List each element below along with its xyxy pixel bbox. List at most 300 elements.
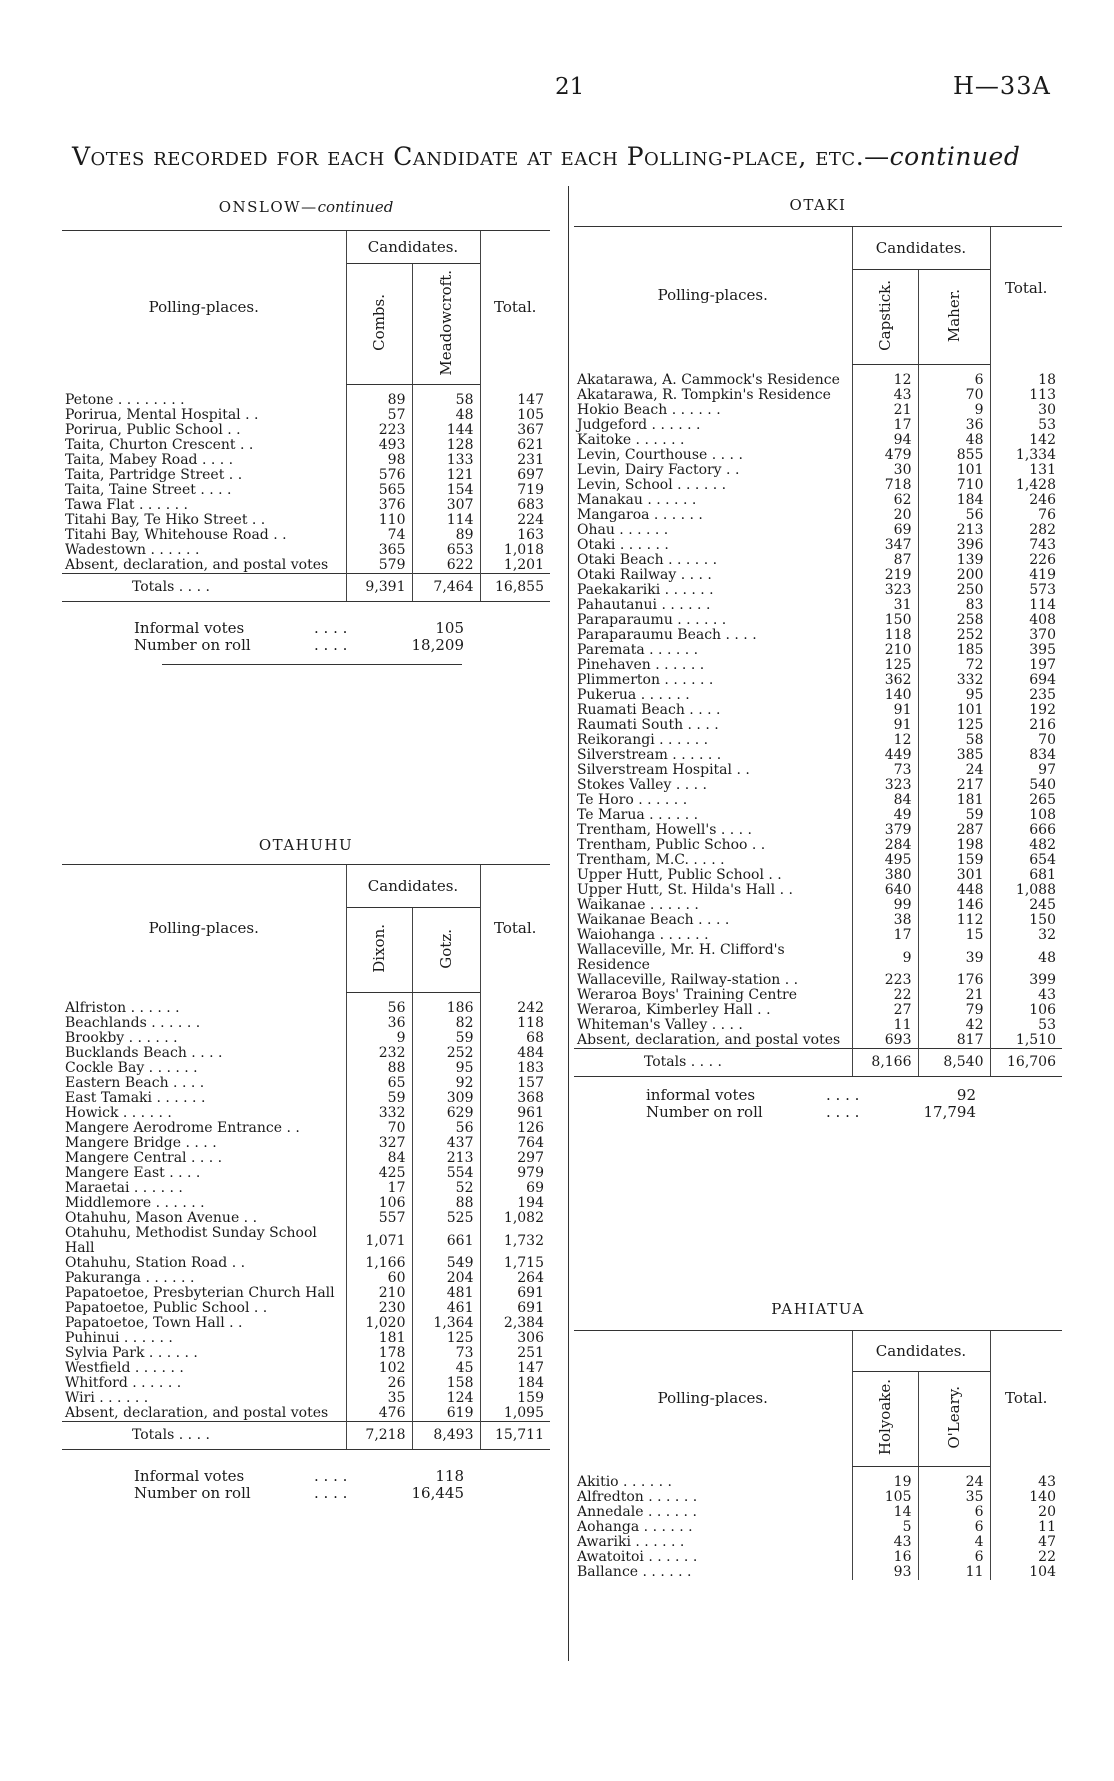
votes-candidate-1: 27 — [852, 1003, 918, 1018]
votes-candidate-1: 106 — [346, 1196, 412, 1211]
table-row — [574, 733, 1062, 748]
votes-total: 68 — [480, 1031, 550, 1046]
informal-label: Informal votes — [134, 1467, 245, 1485]
votes-candidate-2: 128 — [412, 438, 480, 453]
votes-candidate-1: 379 — [852, 823, 918, 838]
table-row — [574, 703, 1062, 718]
votes-candidate-2: 176 — [918, 973, 990, 988]
votes-total: 108 — [990, 808, 1062, 823]
votes-candidate-2: 95 — [412, 1061, 480, 1076]
table-row — [62, 1301, 550, 1316]
table-row — [574, 478, 1062, 493]
polling-place: Cockle Bay . . . . . . — [65, 1060, 198, 1076]
votes-total: 163 — [480, 528, 550, 543]
table-row — [574, 388, 1062, 403]
col-polling-places: Polling-places. — [574, 227, 852, 365]
votes-candidate-2: 159 — [918, 853, 990, 868]
table-row — [574, 688, 1062, 703]
votes-total: 484 — [480, 1046, 550, 1061]
table-row — [574, 418, 1062, 433]
roll-info — [62, 620, 550, 654]
votes-candidate-1: 16 — [852, 1550, 918, 1565]
polling-place: Raumati South . . . . — [577, 717, 719, 733]
table-row — [62, 1061, 550, 1076]
table-row — [574, 988, 1062, 1003]
votes-candidate-1: 73 — [852, 763, 918, 778]
table-row — [62, 1181, 550, 1196]
votes-candidate-1: 12 — [852, 373, 918, 388]
votes-candidate-2: 48 — [412, 408, 480, 423]
section-title: ONSLOW—continued — [218, 198, 394, 216]
table-row — [62, 1031, 550, 1046]
polling-place: Otaki . . . . . . — [577, 537, 669, 553]
table-row — [62, 1106, 550, 1121]
votes-candidate-2: 185 — [918, 643, 990, 658]
polling-place: Te Marua . . . . . . — [577, 807, 699, 823]
votes-total: 691 — [480, 1301, 550, 1316]
votes-candidate-1: 1,020 — [346, 1316, 412, 1331]
votes-total: 297 — [480, 1151, 550, 1166]
polling-place: Absent, declaration, and postal votes — [65, 557, 329, 573]
votes-candidate-2: 710 — [918, 478, 990, 493]
table-row — [62, 1391, 550, 1406]
votes-candidate-1: 88 — [346, 1061, 412, 1076]
polling-place: Taita, Partridge Street . . — [65, 467, 243, 483]
totals-row — [62, 574, 550, 602]
table-row — [574, 823, 1062, 838]
votes-total: 2,384 — [480, 1316, 550, 1331]
table-row — [574, 658, 1062, 673]
votes-candidate-1: 327 — [346, 1136, 412, 1151]
table-row — [574, 1520, 1062, 1535]
votes-candidate-1: 223 — [852, 973, 918, 988]
votes-candidate-2: 619 — [412, 1406, 480, 1422]
votes-total: 159 — [480, 1391, 550, 1406]
candidate-name: Capstick. — [875, 280, 894, 351]
table-row — [574, 1550, 1062, 1565]
votes-total: 43 — [990, 988, 1062, 1003]
table-row — [574, 448, 1062, 463]
roll-label: Number on roll — [134, 636, 251, 654]
votes-total: 18 — [990, 373, 1062, 388]
votes-total: 654 — [990, 853, 1062, 868]
table-row — [574, 538, 1062, 553]
votes-candidate-2: 629 — [412, 1106, 480, 1121]
votes-candidate-1: 102 — [346, 1361, 412, 1376]
polling-place: Levin, Dairy Factory . . — [577, 462, 740, 478]
votes-total: 114 — [990, 598, 1062, 613]
totals-row — [574, 1049, 1062, 1077]
votes-candidate-1: 219 — [852, 568, 918, 583]
votes-total: 246 — [990, 493, 1062, 508]
table-row — [574, 583, 1062, 598]
votes-candidate-2: 181 — [918, 793, 990, 808]
table-row — [574, 1018, 1062, 1033]
polling-place: Otahuhu, Mason Avenue . . — [65, 1210, 258, 1226]
votes-total: 184 — [480, 1376, 550, 1391]
votes-total: 43 — [990, 1475, 1062, 1490]
polling-place: Otahuhu, Station Road . . — [65, 1255, 246, 1271]
total-candidate-1: 9,391 — [346, 574, 412, 602]
votes-total: 131 — [990, 463, 1062, 478]
page-code: H—33A — [953, 72, 1051, 100]
polling-place: Pukerua . . . . . . — [577, 687, 690, 703]
votes-candidate-2: 39 — [918, 943, 990, 973]
polling-place: Ohau . . . . . . — [577, 522, 669, 538]
polling-place: Judgeford . . . . . . — [577, 417, 701, 433]
votes-total: 694 — [990, 673, 1062, 688]
polling-place: Wallaceville, Railway-station . . — [577, 972, 799, 988]
votes-candidate-2: 4 — [918, 1535, 990, 1550]
polling-place: Manakau . . . . . . — [577, 492, 697, 508]
table-row — [62, 1166, 550, 1181]
votes-total: 76 — [990, 508, 1062, 523]
votes-candidate-1: 26 — [346, 1376, 412, 1391]
candidate-name: Gotz. — [436, 928, 455, 969]
polling-place: East Tamaki . . . . . . — [65, 1090, 206, 1106]
votes-candidate-2: 42 — [918, 1018, 990, 1033]
informal-votes: 105 — [435, 619, 464, 637]
votes-candidate-2: 549 — [412, 1256, 480, 1271]
votes-candidate-2: 89 — [412, 528, 480, 543]
polling-place: Levin, Courthouse . . . . — [577, 447, 743, 463]
table-row — [574, 943, 1062, 973]
table-row — [62, 513, 550, 528]
votes-candidate-2: 332 — [918, 673, 990, 688]
votes-candidate-1: 284 — [852, 838, 918, 853]
votes-candidate-2: 198 — [918, 838, 990, 853]
table-row — [574, 793, 1062, 808]
polling-place: Tawa Flat . . . . . . — [65, 497, 188, 513]
votes-candidate-1: 1,071 — [346, 1226, 412, 1256]
votes-candidate-1: 87 — [852, 553, 918, 568]
table-row — [574, 1003, 1062, 1018]
votes-total: 979 — [480, 1166, 550, 1181]
col-total: Total. — [480, 231, 550, 385]
votes-candidate-1: 31 — [852, 598, 918, 613]
polling-place: Trentham, M.C. . . . . — [577, 852, 725, 868]
votes-total: 1,732 — [480, 1226, 550, 1256]
table-row — [62, 1376, 550, 1391]
votes-candidate-1: 69 — [852, 523, 918, 538]
votes-candidate-2: 217 — [918, 778, 990, 793]
votes-total: 1,428 — [990, 478, 1062, 493]
table-row — [574, 748, 1062, 763]
table-row — [62, 393, 550, 408]
votes-total: 621 — [480, 438, 550, 453]
votes-candidate-1: 17 — [852, 928, 918, 943]
votes-total: 30 — [990, 403, 1062, 418]
total-candidate-1: 7,218 — [346, 1422, 412, 1450]
totals-label: Totals . . . . — [62, 1422, 346, 1450]
polling-place: Aohanga . . . . . . — [577, 1519, 693, 1535]
col-total: Total. — [990, 1331, 1062, 1467]
votes-total: 370 — [990, 628, 1062, 643]
votes-total: 1,095 — [480, 1406, 550, 1422]
section-title: OTAKI — [789, 196, 847, 214]
votes-total: 251 — [480, 1346, 550, 1361]
votes-total: 22 — [990, 1550, 1062, 1565]
table-row — [574, 523, 1062, 538]
votes-table — [62, 230, 550, 602]
votes-total: 368 — [480, 1091, 550, 1106]
votes-candidate-2: 95 — [918, 688, 990, 703]
table-row — [62, 1196, 550, 1211]
table-row — [574, 598, 1062, 613]
table-row — [62, 1361, 550, 1376]
votes-candidate-1: 347 — [852, 538, 918, 553]
votes-candidate-2: 213 — [918, 523, 990, 538]
table-row — [62, 558, 550, 574]
total-candidate-2: 8,493 — [412, 1422, 480, 1450]
table-row — [574, 1033, 1062, 1049]
polling-place: Akatarawa, R. Tompkin's Residence — [577, 387, 831, 403]
votes-candidate-2: 114 — [412, 513, 480, 528]
votes-table — [574, 1330, 1062, 1580]
candidate-name: Holyoake. — [875, 1379, 894, 1456]
votes-candidate-2: 184 — [918, 493, 990, 508]
dots: . . . . — [826, 1103, 860, 1121]
votes-candidate-2: 121 — [412, 468, 480, 483]
votes-candidate-1: 230 — [346, 1301, 412, 1316]
votes-candidate-2: 56 — [412, 1121, 480, 1136]
table-row — [574, 433, 1062, 448]
votes-total: 104 — [990, 1565, 1062, 1580]
polling-place: Waiohanga . . . . . . — [577, 927, 709, 943]
votes-candidate-1: 150 — [852, 613, 918, 628]
votes-candidate-2: 661 — [412, 1226, 480, 1256]
polling-place: Akatarawa, A. Cammock's Residence — [577, 372, 840, 388]
votes-candidate-2: 158 — [412, 1376, 480, 1391]
votes-total: 70 — [990, 733, 1062, 748]
polling-place: Petone . . . . . . . . — [65, 392, 185, 408]
dots: . . . . — [314, 1484, 348, 1502]
polling-place: Otaki Railway . . . . — [577, 567, 712, 583]
votes-candidate-1: 110 — [346, 513, 412, 528]
votes-total: 245 — [990, 898, 1062, 913]
votes-candidate-2: 448 — [918, 883, 990, 898]
polling-place: Alfredton . . . . . . — [577, 1489, 698, 1505]
votes-candidate-1: 365 — [346, 543, 412, 558]
votes-candidate-1: 14 — [852, 1505, 918, 1520]
dots: . . . . — [314, 619, 348, 637]
polling-place: Papatoetoe, Presbyterian Church Hall — [65, 1285, 335, 1301]
votes-candidate-1: 493 — [346, 438, 412, 453]
votes-candidate-2: 437 — [412, 1136, 480, 1151]
votes-candidate-2: 6 — [918, 373, 990, 388]
votes-candidate-1: 99 — [852, 898, 918, 913]
votes-candidate-2: 653 — [412, 543, 480, 558]
polling-place: Ruamati Beach . . . . — [577, 702, 721, 718]
polling-place: Pinehaven . . . . . . — [577, 657, 705, 673]
votes-total: 282 — [990, 523, 1062, 538]
votes-total: 235 — [990, 688, 1062, 703]
polling-place: Paraparaumu . . . . . . — [577, 612, 727, 628]
votes-candidate-2: 252 — [918, 628, 990, 643]
votes-candidate-2: 125 — [918, 718, 990, 733]
polling-place: Te Horo . . . . . . — [577, 792, 688, 808]
votes-candidate-2: 124 — [412, 1391, 480, 1406]
votes-total: 540 — [990, 778, 1062, 793]
section-pahiatua — [574, 1300, 1062, 1580]
votes-total: 242 — [480, 1001, 550, 1016]
table-row — [62, 1316, 550, 1331]
votes-candidate-2: 82 — [412, 1016, 480, 1031]
votes-total: 69 — [480, 1181, 550, 1196]
table-row — [62, 1001, 550, 1016]
votes-candidate-1: 640 — [852, 883, 918, 898]
votes-total: 834 — [990, 748, 1062, 763]
votes-total: 226 — [990, 553, 1062, 568]
section-title: PAHIATUA — [771, 1300, 865, 1318]
votes-total: 1,082 — [480, 1211, 550, 1226]
votes-candidate-1: 89 — [346, 393, 412, 408]
votes-candidate-2: 125 — [412, 1331, 480, 1346]
polling-place: Ballance . . . . . . — [577, 1564, 692, 1580]
votes-total: 306 — [480, 1331, 550, 1346]
page-title: Votes recorded for each Candidate at each Polling-place, etc.—continued — [72, 142, 1021, 171]
votes-candidate-1: 376 — [346, 498, 412, 513]
votes-candidate-2: 88 — [412, 1196, 480, 1211]
votes-candidate-1: 557 — [346, 1211, 412, 1226]
polling-place: Upper Hutt, St. Hilda's Hall . . — [577, 882, 793, 898]
votes-candidate-2: 622 — [412, 558, 480, 574]
votes-candidate-1: 9 — [852, 943, 918, 973]
votes-candidate-1: 43 — [852, 1535, 918, 1550]
table-row — [574, 568, 1062, 583]
table-row — [62, 1121, 550, 1136]
votes-candidate-1: 36 — [346, 1016, 412, 1031]
votes-candidate-2: 6 — [918, 1550, 990, 1565]
votes-total: 961 — [480, 1106, 550, 1121]
polling-place: Pakuranga . . . . . . — [65, 1270, 195, 1286]
votes-candidate-1: 693 — [852, 1033, 918, 1049]
polling-place: Eastern Beach . . . . — [65, 1075, 205, 1091]
table-row — [574, 883, 1062, 898]
votes-candidate-2: 204 — [412, 1271, 480, 1286]
votes-candidate-1: 43 — [852, 388, 918, 403]
table-row — [62, 468, 550, 483]
table-row — [62, 423, 550, 438]
votes-candidate-2: 48 — [918, 433, 990, 448]
polling-place: Awatoitoi . . . . . . — [577, 1549, 698, 1565]
grand-total: 16,706 — [990, 1049, 1062, 1077]
table-row — [62, 483, 550, 498]
votes-candidate-2: 73 — [412, 1346, 480, 1361]
votes-candidate-1: 84 — [346, 1151, 412, 1166]
polling-place: Annedale . . . . . . — [577, 1504, 697, 1520]
polling-place: Hokio Beach . . . . . . — [577, 402, 721, 418]
votes-candidate-1: 362 — [852, 673, 918, 688]
polling-place: Mangere Central . . . . — [65, 1150, 223, 1166]
votes-candidate-2: 36 — [918, 418, 990, 433]
votes-total: 1,510 — [990, 1033, 1062, 1049]
section-title: OTAHUHU — [258, 836, 354, 854]
page-number: 21 — [555, 74, 585, 100]
votes-candidate-1: 57 — [346, 408, 412, 423]
votes-candidate-1: 323 — [852, 583, 918, 598]
votes-candidate-2: 139 — [918, 553, 990, 568]
table-row — [574, 868, 1062, 883]
votes-total: 192 — [990, 703, 1062, 718]
votes-candidate-1: 232 — [346, 1046, 412, 1061]
polling-place: Wiri . . . . . . — [65, 1390, 149, 1406]
votes-total: 224 — [480, 513, 550, 528]
votes-total: 118 — [480, 1016, 550, 1031]
polling-place: Mangere Aerodrome Entrance . . — [65, 1120, 300, 1136]
table-row — [62, 1151, 550, 1166]
votes-candidate-1: 49 — [852, 808, 918, 823]
votes-total: 157 — [480, 1076, 550, 1091]
votes-candidate-2: 24 — [918, 763, 990, 778]
polling-place: Awariki . . . . . . — [577, 1534, 685, 1550]
votes-candidate-1: 579 — [346, 558, 412, 574]
votes-candidate-1: 125 — [852, 658, 918, 673]
votes-candidate-2: 24 — [918, 1475, 990, 1490]
polling-place: Waikanae . . . . . . — [577, 897, 699, 913]
polling-place: Absent, declaration, and postal votes — [65, 1405, 329, 1421]
table-row — [574, 1475, 1062, 1490]
votes-candidate-1: 118 — [852, 628, 918, 643]
polling-place: Stokes Valley . . . . — [577, 777, 707, 793]
votes-total: 408 — [990, 613, 1062, 628]
polling-place: Titahi Bay, Te Hiko Street . . — [65, 512, 266, 528]
table-row — [62, 1346, 550, 1361]
table-row — [574, 913, 1062, 928]
col-total: Total. — [990, 227, 1062, 365]
table-row — [62, 543, 550, 558]
votes-candidate-2: 15 — [918, 928, 990, 943]
votes-total: 743 — [990, 538, 1062, 553]
votes-candidate-1: 91 — [852, 703, 918, 718]
table-row — [62, 1331, 550, 1346]
table-body — [62, 385, 550, 602]
table-body — [62, 993, 550, 1450]
votes-total: 1,715 — [480, 1256, 550, 1271]
votes-total: 48 — [990, 943, 1062, 973]
votes-total: 53 — [990, 1018, 1062, 1033]
table-row — [62, 438, 550, 453]
votes-total: 197 — [990, 658, 1062, 673]
votes-candidate-2: 58 — [918, 733, 990, 748]
table-row — [62, 1226, 550, 1256]
votes-candidate-2: 461 — [412, 1301, 480, 1316]
polling-place: Alfriston . . . . . . — [65, 1000, 180, 1016]
polling-place: Paekakariki . . . . . . — [577, 582, 714, 598]
table-row — [62, 1076, 550, 1091]
table-row — [574, 718, 1062, 733]
votes-candidate-2: 213 — [412, 1151, 480, 1166]
roll-label: Number on roll — [134, 1484, 251, 1502]
table-row — [574, 928, 1062, 943]
number-on-roll: 16,445 — [411, 1484, 464, 1502]
votes-candidate-1: 718 — [852, 478, 918, 493]
votes-total: 105 — [480, 408, 550, 423]
votes-candidate-1: 91 — [852, 718, 918, 733]
votes-candidate-2: 101 — [918, 703, 990, 718]
votes-candidate-1: 140 — [852, 688, 918, 703]
votes-candidate-2: 146 — [918, 898, 990, 913]
table-row — [62, 1271, 550, 1286]
votes-candidate-2: 309 — [412, 1091, 480, 1106]
col-candidates: Candidates. — [346, 865, 480, 908]
votes-total: 140 — [990, 1490, 1062, 1505]
votes-total: 1,088 — [990, 883, 1062, 898]
votes-candidate-2: 35 — [918, 1490, 990, 1505]
roll-info — [574, 1087, 1062, 1121]
polling-place: Trentham, Howell's . . . . — [577, 822, 752, 838]
votes-candidate-1: 70 — [346, 1121, 412, 1136]
